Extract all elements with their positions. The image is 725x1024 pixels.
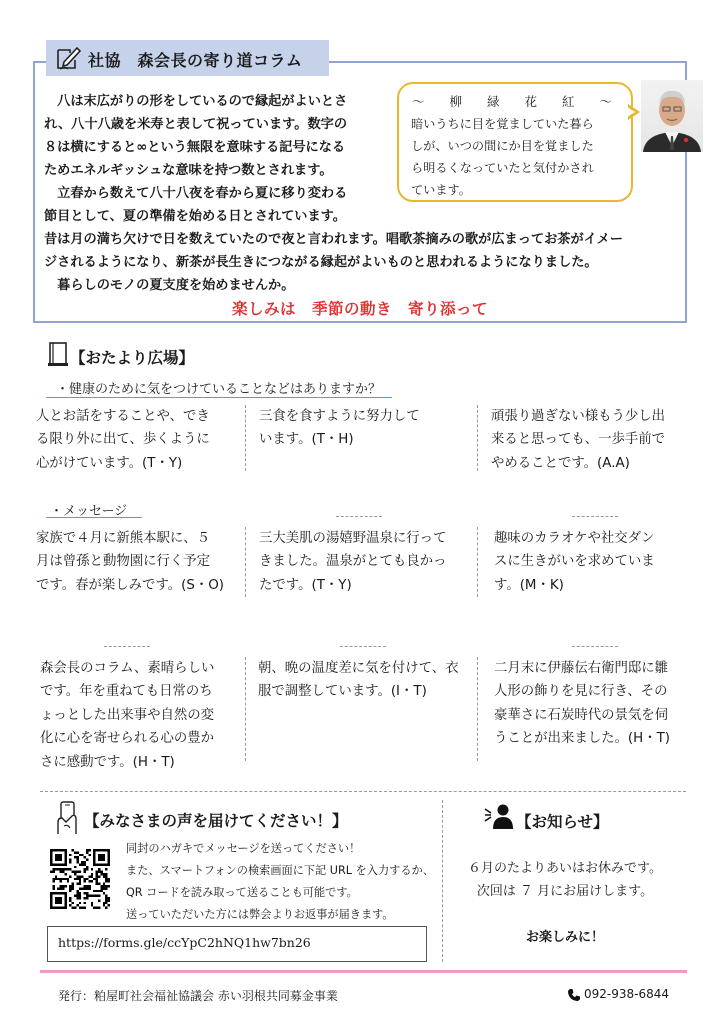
phone-icon (567, 987, 581, 1001)
bubble-line: ています。 (411, 183, 471, 197)
row-divider (572, 646, 618, 647)
voice-line: 送っていただいた方には弊会よりお返事が届きます。 (126, 908, 394, 921)
portrait-photo (641, 80, 703, 152)
column-divider (477, 527, 478, 597)
message-underline (46, 517, 142, 518)
notice-line: ６月のたよりあいはお休みです。 (468, 861, 662, 876)
answer-cell: 人とお話をすることや、でき る限り外に出て、歩くように 心がけています。(T・Y) (36, 409, 210, 471)
question-underline (46, 397, 392, 398)
pen-paper-icon (55, 45, 81, 71)
column-divider (477, 657, 478, 761)
bubble-heading: ～ 柳 緑 花 紅 ～ (412, 94, 612, 109)
answer-cell: 三食を食すように努力して います。(T・H) (259, 409, 420, 448)
column-slogan: 楽しみは 季節の動き 寄り添って (231, 300, 488, 318)
notice-line: 次回は ７ 月にお届けします。 (476, 884, 654, 899)
message-cell: 三大美肌の湯嬉野温泉に行って きました。温泉がとても良かっ たです。(T・Y) (259, 531, 447, 593)
letters-title: 【おたより広場】 (70, 349, 195, 367)
message-label: ・メッセージ (50, 504, 128, 519)
column-line: 昔は月の満ち欠けで日を数えていたので夜と言われます。唱歌茶摘みの歌が広まってお茶がイメー (44, 232, 624, 247)
column-divider (245, 527, 246, 597)
notice-title: 【お知らせ】 (516, 813, 609, 831)
notebook-icon (47, 341, 69, 367)
column-line: れ、八十八歳を米寿と表して祝っています。数字の (44, 117, 348, 132)
column-divider (477, 405, 478, 471)
phone-number[interactable]: 092-938-6844 (584, 987, 670, 1001)
qr-code-icon[interactable] (50, 849, 110, 909)
message-cell: 趣味のカラオケや社交ダン スに生きがいを求めていま す。(M・K) (494, 531, 655, 593)
column-line: 八は末広がりの形をしているので縁起がよいとさ (44, 94, 348, 109)
notice-closing: お楽しみに！ (525, 930, 604, 945)
column-line: 節目として、夏の準備を始める日とされています。 (44, 209, 346, 224)
bubble-line: ら明るくなっていたと気付かされ (411, 161, 594, 175)
bubble-line: 暗いうちに目を覚ましていた暮ら (411, 117, 594, 131)
column-line: ジされるようになり、新茶が長生きにつながる縁起がよいものと思われるようになりました。 (44, 255, 598, 270)
row-divider (336, 516, 382, 517)
bubble-line: しが、いつの間にか目を覚ました (411, 139, 594, 153)
section-divider (40, 791, 686, 792)
column-line: 立春から数えて八十八夜を春から夏に移り変わる (44, 186, 348, 201)
column-divider (245, 657, 246, 761)
row-divider (572, 516, 618, 517)
voice-line: QR コードを読み取って送ることも可能です。 (126, 886, 358, 899)
health-question: ・健康のために気をつけていることなどはありますか？ (56, 382, 382, 397)
column-line: ８は横にすると∞という無限を意味する記号になる (44, 140, 346, 155)
form-url-link[interactable]: https://forms.gle/ccYpC2hNQ1hw7bn26 (58, 935, 311, 950)
column-title: 社協 森会長の寄り道コラム (88, 51, 303, 70)
column-line: 暮らしのモノの夏支度を始めませんか。 (44, 278, 295, 293)
voice-line: 同封のハガキでメッセージを送ってください！ (126, 842, 361, 855)
message-cell: 家族で４月に新熊本駅に、５ 月は曾孫と動物園に行く予定 です。春が楽しみです。(S・O) (36, 531, 225, 593)
message-cell: 朝、晩の温度差に気を付けて、衣 服で調整しています。(I・T) (258, 661, 459, 700)
footer-rule (40, 970, 687, 973)
voice-line: また、スマートフォンの検索画面に下記 URL を入力するか、 (126, 864, 434, 877)
announcer-icon (483, 803, 513, 829)
column-line: ためエネルギッシュな意味を持つ数とされます。 (44, 163, 333, 178)
voice-title: 【みなさまの声を届けてください！】 (84, 812, 348, 830)
message-cell: 森会長のコラム、素晴らしい です。年を重ねても日常のち ょっとした出来事や自然の変 化に心を寄せられる心の豊か さに感動です。(H・T) (40, 661, 215, 770)
answer-cell: 頑張り過ぎない様もう少し出 来ると思っても、一歩手前で やめることです。(A.A) (491, 409, 666, 471)
publisher: 発行：粕屋町社会福祉協議会 赤い羽根共同募金事業 (58, 989, 338, 1003)
smartphone-hand-icon (54, 800, 82, 836)
row-divider (104, 646, 150, 647)
message-cell: 二月末に伊藤伝右衛門邸に雛 人形の飾りを見に行き、その 豪華さに石炭時代の景気を伺 うことが出来ました。(H・T) (494, 661, 670, 747)
row-divider (340, 646, 386, 647)
column-divider (245, 405, 246, 471)
